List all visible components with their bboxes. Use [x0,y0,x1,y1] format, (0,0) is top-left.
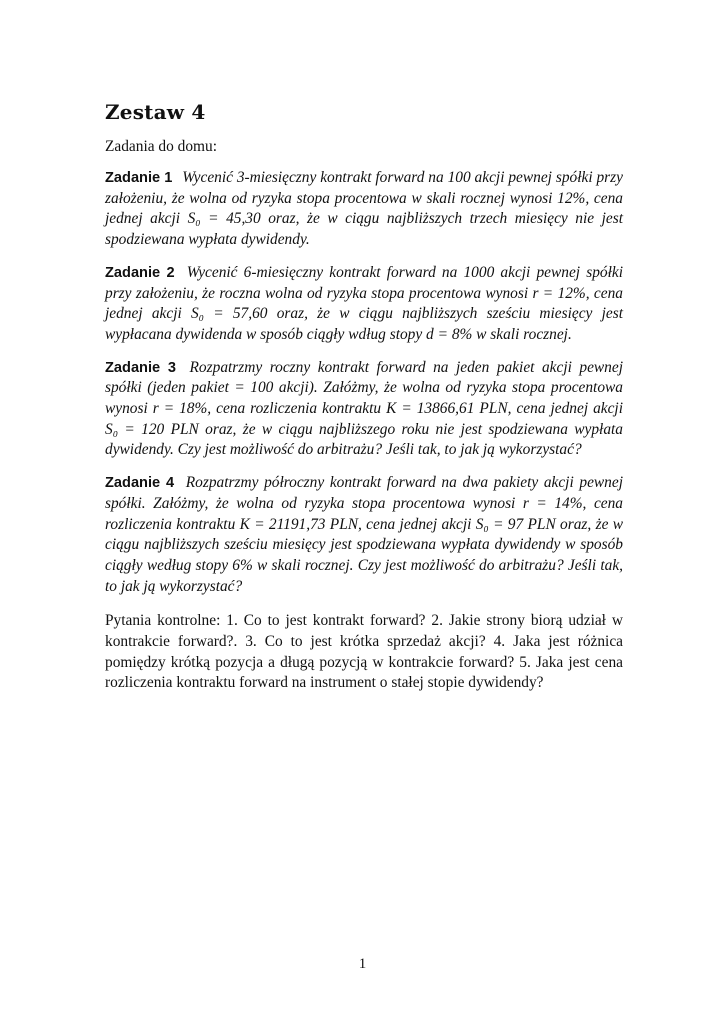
task-3-label: Zadanie 3 [105,359,176,376]
task-3-text: Rozpatrzmy roczny kontrakt forward na jeden pakiet akcji pewnej spółki (jeden pakiet = 100 akcji). Załóżmy, że wolna od ryzyka stopa procentowa wynosi r = 18%, cena rozliczenia kontraktu K = 13866,61 PLN, cena jednej akcji S₀ = 120 PLN oraz, że w ciągu najbliższego roku nie jest spodziewana wypłata dywidendy. Czy jest możliwość do arbitrażu? Jeśli tak, to jak ją wykorzystać? [105,358,623,459]
page-number: 1 [358,956,367,972]
task-2-text: Wycenić 6-miesięczny kontrakt forward na 1000 akcji pewnej spółki przy założeniu, że roczna wolna od ryzyka stopa procentowa wynosi r = 12%, cena jednej akcji S₀ = 57,60 oraz, że w ciągu najbliższych sześciu miesięcy jest wypłacana dywidenda w sposób ciągły wdług stopy d = 8% w skali rocznej. [105,263,623,343]
task-4-text: Rozpatrzmy półroczny kontrakt forward na dwa pakiety akcji pewnej spółki. Załóżmy, że wolna od ryzyka stopa procentowa wynosi r = 14%, cena rozliczenia kontraktu K = 21191,73 PLN, cena jednej akcji S₀ = 97 PLN oraz, że w ciągu najbliższych sześciu miesięcy jest spodziewana wypłata dywidendy w sposób ciągły według stopy 6% w skali rocznej. Czy jest możliwość do arbitrażu? Jeśli tak, to jak ją wykorzystać? [105,474,623,595]
task-1-text: Wycenić 3-miesięczny kontrakt forward na 100 akcji pewnej spółki przy założeniu, że wolna od ryzyka stopa procentowa w skali rocznej wynosi 12%, cena jednej akcji S₀ = 45,30 oraz, że w ciągu najbliższych trzech miesięcy nie jest spodziewana wypłata dywidendy. [105,169,623,249]
task-3 [105,358,623,462]
intro-text: Zadania do domu: [105,138,217,155]
task-2 [105,263,623,346]
task-1 [105,168,623,251]
page-title: Zestaw 4 [105,100,206,124]
task-4-label: Zadanie 4 [105,475,175,492]
document-page [105,100,623,694]
control-questions: Pytania kontrolne: 1. Co to jest kontrakt forward? 2. Jakie strony biorą udział w kontrakcie forward?. 3. Co to jest krótka sprzedaż akcji? 4. Jaka jest różnica pomiędzy krótką pozycja a długą pozycją w kontrakcie forward? 5. Jaka jest cena rozliczenia kontraktu forward na instrument o stałej stopie dywidendy? [105,612,623,692]
task-1-label: Zadanie 1 [105,170,173,186]
task-4 [105,473,623,597]
task-2-label: Zadanie 2 [105,264,175,281]
